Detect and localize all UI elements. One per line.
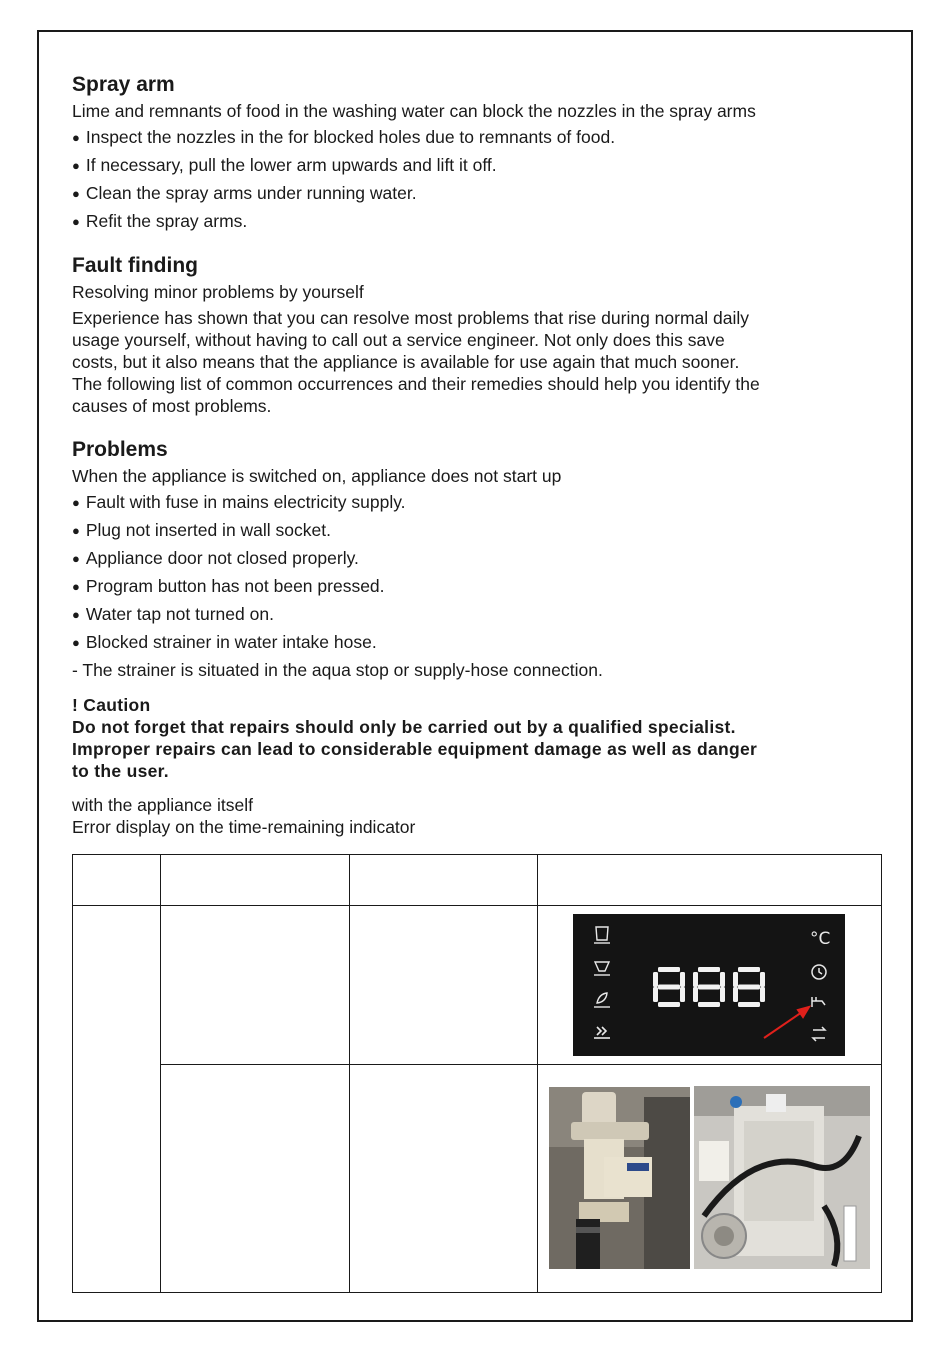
digit-segment — [720, 972, 725, 987]
problem-bullet: ● Plug not inserted in wall socket. — [72, 517, 603, 545]
digit-segment — [698, 1002, 720, 1007]
digit-segment — [738, 1002, 760, 1007]
caution-title: ! Caution — [72, 695, 151, 715]
error-section-line: with the appliance itself — [72, 795, 253, 815]
digit-segment — [658, 985, 680, 990]
problem-bullet: ● Appliance door not closed properly. — [72, 545, 603, 573]
spray-arm-bullet: ● If necessary, pull the lower arm upwards and lift it off. — [72, 152, 756, 180]
fault-finding-subtitle: Resolving minor problems by yourself — [72, 282, 364, 302]
fast-forward-icon — [594, 1027, 610, 1038]
water-tap-icon — [812, 997, 825, 1007]
caution-line: Do not forget that repairs should only be carried out by a qualified specialist. — [72, 717, 736, 737]
fault-finding-text-line: costs, but it also means that the appliance is available for use again that much sooner. — [72, 352, 740, 372]
error-display-section — [72, 794, 415, 838]
dishwasher-internals-photo — [694, 1086, 870, 1269]
digit-segment — [698, 985, 720, 990]
fault-finding-text-line: causes of most problems. — [72, 396, 272, 416]
digit-segment — [653, 987, 658, 1002]
spray-arm-bullet: ● Clean the spray arms under running water. — [72, 180, 756, 208]
digit-segment — [680, 972, 685, 987]
problems-intro: When the appliance is switched on, appliance does not start up — [72, 466, 562, 486]
rinse-cycle-icon — [813, 1027, 825, 1041]
caution-section — [72, 694, 757, 782]
fault-finding-heading: Fault finding — [72, 254, 198, 277]
digit-segment — [653, 972, 658, 987]
digit-segment — [680, 987, 685, 1002]
error-section-line: Error display on the time-remaining indicator — [72, 817, 416, 837]
problems-section — [72, 437, 603, 683]
caution-line: to the user. — [72, 761, 169, 781]
digit-segment — [693, 987, 698, 1002]
digit-segment — [733, 987, 738, 1002]
red-arrow-icon — [764, 1007, 809, 1038]
digit-segment — [738, 967, 760, 972]
digit-segment — [760, 972, 765, 987]
spray-arm-section — [72, 72, 756, 236]
problem-bullet: ● Program button has not been pressed. — [72, 573, 603, 601]
bowl-icon — [594, 962, 610, 975]
table-cell — [350, 1065, 538, 1293]
spray-arm-heading: Spray arm — [72, 73, 175, 96]
table-cell — [73, 906, 161, 1293]
table-header-cell — [350, 855, 538, 906]
digit-segment — [658, 1002, 680, 1007]
table-row — [73, 906, 882, 1065]
problems-note: - The strainer is situated in the aqua stop or supply-hose connection. — [72, 660, 603, 680]
eco-leaf-icon — [594, 993, 610, 1007]
digit-segment — [720, 987, 725, 1002]
digit-segment — [738, 985, 760, 990]
spray-arm-intro: Lime and remnants of food in the washing water can block the nozzles in the spray arms — [72, 101, 756, 121]
problem-bullet: ● Blocked strainer in water intake hose. — [72, 629, 603, 657]
clock-icon — [812, 965, 826, 979]
problems-heading: Problems — [72, 438, 168, 461]
digit-segment — [760, 987, 765, 1002]
seven-segment-digits — [653, 967, 765, 1007]
problem-bullet: ● Water tap not turned on. — [72, 601, 603, 629]
table-cell — [161, 1065, 350, 1293]
problem-bullet: ● Fault with fuse in mains electricity supply. — [72, 489, 603, 517]
fault-finding-text-line: usage yourself, without having to call out a service engineer. Not only does this save — [72, 330, 725, 350]
fault-finding-section — [72, 253, 760, 417]
table-cell — [350, 906, 538, 1065]
fault-finding-text-line: The following list of common occurrences and their remedies should help you identify the — [72, 374, 760, 394]
inlet-valve-photo — [549, 1087, 690, 1269]
fault-finding-text-line: Experience has shown that you can resolve most problems that rise during normal daily — [72, 308, 750, 328]
table-header-row — [73, 855, 882, 906]
display-image-cell — [538, 906, 882, 1065]
display-graphics — [573, 914, 845, 1056]
spray-arm-bullet: ● Refit the spray arms. — [72, 208, 756, 236]
digit-segment — [658, 967, 680, 972]
spray-arm-bullet: ● Inspect the nozzles in the for blocked holes due to remnants of food. — [72, 124, 756, 152]
table-header-cell — [161, 855, 350, 906]
table-header-cell — [538, 855, 882, 906]
error-table — [72, 854, 882, 1293]
glass-icon — [594, 927, 610, 943]
parts-photo-cell — [538, 1065, 882, 1293]
digit-segment — [693, 972, 698, 987]
table-row — [73, 1065, 882, 1293]
table-cell — [161, 906, 350, 1065]
celsius-icon: °C — [810, 929, 831, 949]
caution-line: Improper repairs can lead to considerable equipment damage as well as danger — [72, 739, 758, 759]
digit-segment — [698, 967, 720, 972]
control-panel-display — [573, 914, 845, 1056]
digit-segment — [733, 972, 738, 987]
table-header-cell — [73, 855, 161, 906]
